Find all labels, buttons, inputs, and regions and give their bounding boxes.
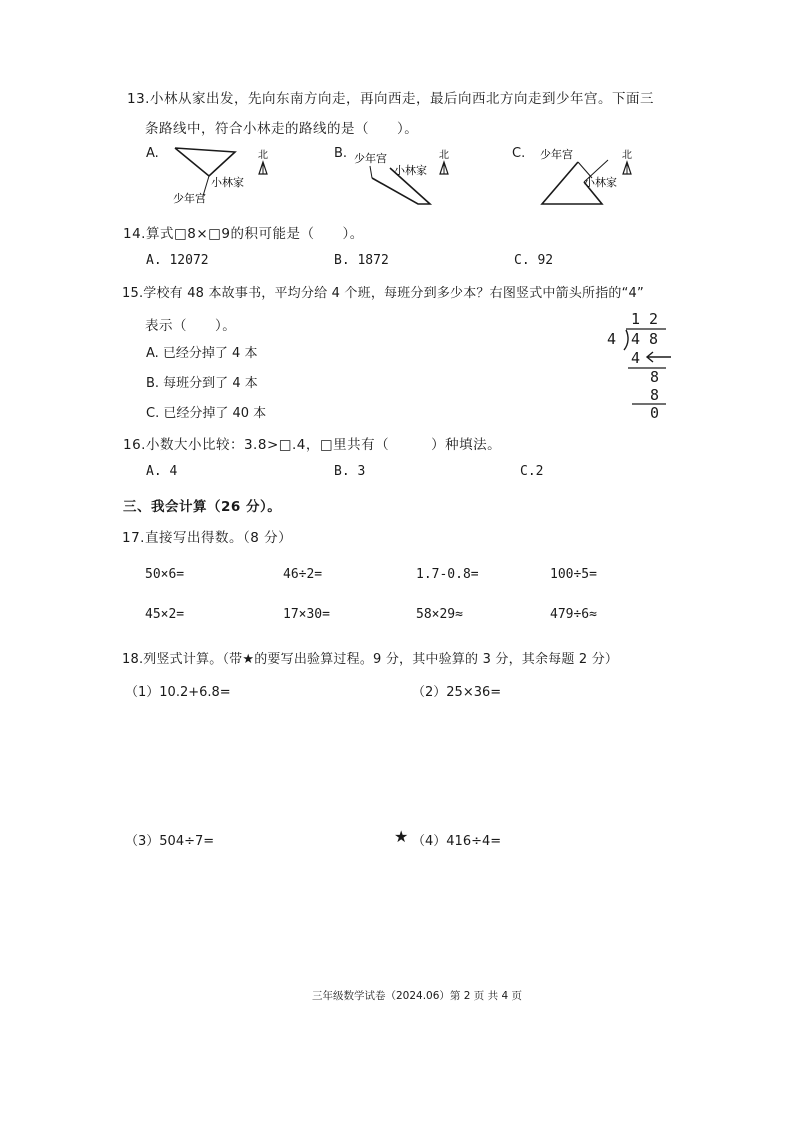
division-remainder1: 8 xyxy=(650,368,660,386)
q13-b-north-arrow-icon xyxy=(440,162,448,174)
q13-b-palace-label: 少年宫 xyxy=(354,152,387,165)
q13-line2: 条路线中，符合小林走的路线的是（ ）。 xyxy=(145,121,419,137)
q14-stem: 14.算式□8×□9的积可能是（ ）。 xyxy=(123,226,364,242)
q17-item-2: 46÷2= xyxy=(283,567,323,582)
q18-part-4: （4）416÷4= xyxy=(412,834,502,849)
q14-option-c: C. 92 xyxy=(514,253,554,268)
q16-option-c: C.2 xyxy=(520,464,544,479)
q18-part-3: （3）504÷7= xyxy=(125,834,215,849)
q13-option-a-letter: A. xyxy=(146,146,159,161)
star-icon: ★ xyxy=(394,827,409,846)
q17-item-6: 17×30= xyxy=(283,607,330,622)
q17-item-3: 1.7-0.8= xyxy=(416,567,479,582)
q16-stem: 16.小数大小比较：3.8>□.4，□里共有（ ）种填法。 xyxy=(123,437,502,453)
division-dividend: 4 8 xyxy=(631,330,659,348)
division-remainder2: 0 xyxy=(650,404,660,422)
division-divisor: 4 xyxy=(607,330,617,348)
q15-line2: 表示（ ）。 xyxy=(145,318,237,334)
q13-route-c-diagram xyxy=(530,140,650,210)
q15-option-a: A. 已经分掉了 4 本 xyxy=(146,346,258,361)
q16-option-a: A. 4 xyxy=(146,464,178,479)
q17-item-4: 100÷5= xyxy=(550,567,597,582)
q13-c-north-arrow-icon xyxy=(623,162,631,174)
division-step2: 8 xyxy=(650,386,660,404)
q13-route-a-diagram xyxy=(165,140,285,205)
q13-route-b-diagram xyxy=(350,140,470,210)
page-footer: 三年级数学试卷（2024.06）第 2 页 共 4 页 xyxy=(312,990,522,1002)
q17-item-7: 58×29≈ xyxy=(416,607,463,622)
q15-line1: 15.学校有 48 本故事书，平均分给 4 个班，每班分到多少本？右图竖式中箭头所指的“4” xyxy=(122,286,644,301)
q13-c-home-label: 小林家 xyxy=(584,176,617,189)
q13-option-b-letter: B. xyxy=(334,146,348,161)
q13-a-home-label: 小林家 xyxy=(211,176,244,189)
q17-item-5: 45×2= xyxy=(145,607,185,622)
q15-option-c: C. 已经分掉了 40 本 xyxy=(146,406,267,421)
section-3-heading: 三、我会计算（26 分）。 xyxy=(123,499,282,515)
q17-item-1: 50×6= xyxy=(145,567,185,582)
q13-c-palace-label: 少年宫 xyxy=(540,148,573,161)
division-step1: 4 xyxy=(631,349,641,367)
q13-b-home-label: 小林家 xyxy=(394,164,427,177)
q13-b-north-label: 北 xyxy=(439,150,449,161)
q14-option-b: B. 1872 xyxy=(334,253,389,268)
division-bracket-lines xyxy=(618,326,678,406)
q13-a-north-arrow-icon xyxy=(259,162,267,174)
q13-option-c-letter: C. xyxy=(512,146,526,161)
q13-line1: 13.小林从家出发，先向东南方向走，再向西走，最后向西北方向走到少年宫。下面三 xyxy=(127,91,654,107)
q13-a-north-label: 北 xyxy=(258,150,268,161)
arrow-left-icon xyxy=(644,350,674,364)
q18-part-2: （2）25×36= xyxy=(412,685,502,700)
q18-part-1: （1）10.2+6.8= xyxy=(125,685,231,700)
q13-a-palace-label: 少年宫 xyxy=(173,192,206,205)
q13-c-north-label: 北 xyxy=(622,150,632,161)
q14-option-a: A. 12072 xyxy=(146,253,209,268)
division-quotient: 1 2 xyxy=(631,310,659,328)
q16-option-b: B. 3 xyxy=(334,464,366,479)
q17-stem: 17.直接写出得数。（8 分） xyxy=(122,530,293,546)
q18-stem: 18.列竖式计算。（带★的要写出验算过程。9 分，其中验算的 3 分，其余每题 2 分） xyxy=(122,652,619,667)
q17-item-8: 479÷6≈ xyxy=(550,607,597,622)
q15-option-b: B. 每班分到了 4 本 xyxy=(146,376,258,391)
